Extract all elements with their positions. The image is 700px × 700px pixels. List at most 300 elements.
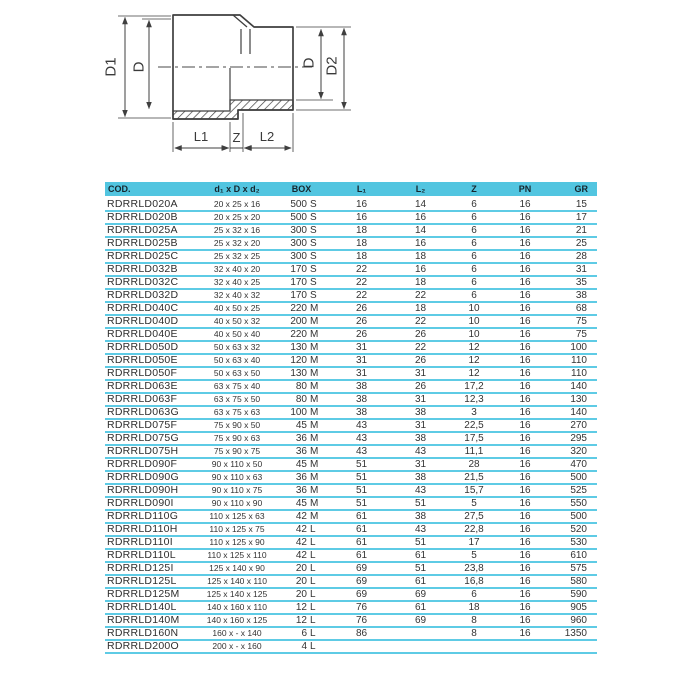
- cell-dim: 110 x 125 x 110: [207, 550, 267, 560]
- box-qty: 500: [290, 212, 307, 223]
- box-qty: 170: [290, 264, 307, 275]
- table-row: [105, 198, 597, 212]
- cell-cod: RDRRLD075F: [107, 419, 178, 431]
- cell-l2: 31: [414, 394, 427, 405]
- cell-z: 21,5: [464, 472, 484, 483]
- box-size: M: [310, 485, 319, 496]
- cell-box: [274, 380, 329, 393]
- box-size: L: [310, 589, 316, 600]
- cell-pn: 16: [519, 355, 531, 366]
- box-qty: 130: [290, 368, 307, 379]
- cell-dim: 90 x 110 x 50: [211, 459, 263, 469]
- cell-gr: 130: [570, 394, 587, 405]
- cell-cod: RDRRLD032D: [107, 289, 179, 301]
- box-size: L: [310, 576, 316, 587]
- box-size: L: [310, 524, 316, 535]
- cell-l1: 76: [355, 602, 368, 613]
- cell-dim: 110 x 125 x 75: [209, 524, 265, 534]
- cell-pn: 16: [519, 368, 531, 379]
- box-qty: 36: [295, 472, 307, 483]
- box-size: M: [310, 355, 319, 366]
- box-qty: 36: [295, 485, 307, 496]
- cell-box: [274, 211, 329, 224]
- cell-pn: 16: [519, 225, 531, 236]
- cell-dim: 63 x 75 x 40: [213, 381, 261, 391]
- box-qty: 42: [295, 524, 307, 535]
- cell-box: [274, 328, 329, 341]
- table-row: [105, 510, 597, 523]
- cell-pn: 16: [519, 199, 531, 210]
- cell-box: [274, 627, 329, 640]
- box-qty: 42: [295, 550, 307, 561]
- box-qty: 36: [295, 446, 307, 457]
- box-qty: 36: [295, 433, 307, 444]
- cell-dim: 160 x - x 140: [212, 628, 262, 638]
- cell-box: [274, 263, 329, 276]
- cell-z: 6: [471, 199, 477, 210]
- box-qty: 20: [295, 576, 307, 587]
- cell-cod: RDRRLD025C: [107, 250, 179, 262]
- cell-pn: 16: [519, 407, 531, 418]
- cell-box: [274, 575, 329, 588]
- cell-cod: RDRRLD140L: [107, 601, 177, 613]
- cell-gr: 28: [575, 251, 587, 262]
- cell-l1: 69: [355, 576, 368, 587]
- table-row: [105, 484, 597, 497]
- cell-dim: 32 x 40 x 20: [213, 264, 261, 274]
- cell-l1: 26: [355, 303, 368, 314]
- cell-l2: 26: [414, 329, 427, 340]
- cell-pn: 16: [519, 459, 531, 470]
- box-size: M: [310, 342, 319, 353]
- cell-l2: 22: [414, 342, 427, 353]
- cell-cod: RDRRLD050E: [107, 354, 178, 366]
- cell-dim: 50 x 63 x 32: [213, 342, 261, 352]
- cell-dim: 40 x 50 x 25: [213, 303, 261, 313]
- cell-gr: 100: [570, 342, 587, 353]
- box-size: S: [310, 290, 317, 301]
- box-qty: 12: [295, 602, 307, 613]
- table-row: [105, 523, 597, 536]
- box-size: L: [310, 641, 316, 652]
- cell-pn: 16: [519, 602, 531, 613]
- cell-z: 28: [468, 459, 480, 470]
- cell-pn: 16: [519, 420, 531, 431]
- box-size: L: [310, 537, 316, 548]
- cell-cod: RDRRLD020B: [107, 211, 178, 223]
- table-row: [105, 393, 597, 406]
- cell-dim: 200 x - x 160: [212, 641, 262, 651]
- table-row: [105, 406, 597, 419]
- table-row: [105, 419, 597, 432]
- cell-l2: 38: [414, 472, 427, 483]
- cell-cod: RDRRLD090H: [107, 484, 179, 496]
- box-size: L: [310, 563, 316, 574]
- cell-l2: 51: [414, 498, 427, 509]
- cell-dim: 110 x 125 x 63: [209, 511, 265, 521]
- box-qty: 80: [295, 394, 307, 405]
- cell-cod: RDRRLD063F: [107, 393, 178, 405]
- box-size: M: [310, 511, 319, 522]
- cell-l1: 26: [355, 329, 368, 340]
- table-row: [105, 380, 597, 393]
- box-size: M: [310, 433, 319, 444]
- cell-l2: 43: [414, 446, 427, 457]
- cell-dim: 63 x 75 x 63: [213, 407, 261, 417]
- cell-pn: 16: [519, 498, 531, 509]
- cell-l2: 51: [414, 537, 427, 548]
- cell-z: 12: [468, 342, 480, 353]
- cell-dim: 20 x 25 x 20: [213, 212, 261, 222]
- cell-box: [274, 614, 329, 627]
- cell-pn: 16: [519, 290, 531, 301]
- cell-l1: 51: [355, 498, 368, 509]
- cell-l2: 14: [414, 225, 427, 236]
- cell-l1: 69: [355, 589, 368, 600]
- cell-pn: [501, 640, 549, 653]
- cell-cod: RDRRLD040D: [107, 315, 179, 327]
- column-header-l2: L₂: [394, 182, 447, 198]
- cell-dim: 50 x 63 x 50: [213, 368, 261, 378]
- cell-dim: 90 x 110 x 63: [211, 472, 263, 482]
- cell-l2: [394, 627, 447, 640]
- cell-gr: 610: [570, 550, 587, 561]
- cell-z: 12: [468, 355, 480, 366]
- cell-gr: 470: [570, 459, 587, 470]
- column-header-z: Z: [447, 182, 501, 198]
- cell-l2: 31: [414, 420, 427, 431]
- cell-z: 6: [471, 264, 477, 275]
- socket-edge-lines: [241, 29, 250, 54]
- box-qty: 80: [295, 381, 307, 392]
- table-row: [105, 315, 597, 328]
- cell-box: [274, 640, 329, 653]
- cell-pn: 16: [519, 628, 531, 639]
- cell-z: 12: [468, 368, 480, 379]
- cell-gr: 520: [570, 524, 587, 535]
- cell-l2: 22: [414, 316, 427, 327]
- cell-gr: 15: [575, 199, 587, 210]
- cell-box: [274, 237, 329, 250]
- cell-box: [274, 484, 329, 497]
- cell-l1: 31: [355, 355, 368, 366]
- table-row: [105, 458, 597, 471]
- cell-gr: 140: [570, 381, 587, 392]
- box-qty: 130: [290, 342, 307, 353]
- table-row: [105, 471, 597, 484]
- cell-cod: RDRRLD125M: [107, 588, 180, 600]
- cell-l2: 43: [414, 524, 427, 535]
- cell-dim: 75 x 90 x 63: [213, 433, 261, 443]
- box-qty: 300: [290, 251, 307, 262]
- box-qty: 220: [290, 303, 307, 314]
- cell-box: [274, 367, 329, 380]
- table-row: [105, 302, 597, 315]
- box-qty: 45: [295, 459, 307, 470]
- box-size: L: [310, 628, 316, 639]
- cell-pn: 16: [519, 277, 531, 288]
- cell-dim: 50 x 63 x 40: [213, 355, 261, 365]
- cell-pn: 16: [519, 589, 531, 600]
- cell-gr: 1350: [564, 628, 587, 639]
- cell-l1: [329, 640, 394, 653]
- box-size: M: [310, 459, 319, 470]
- table-row: [105, 432, 597, 445]
- cell-cod: RDRRLD032B: [107, 263, 178, 275]
- cell-pn: 16: [519, 238, 531, 249]
- box-size: L: [310, 550, 316, 561]
- cell-gr: 75: [575, 329, 587, 340]
- cell-gr: [549, 640, 597, 653]
- cell-l1: 31: [355, 342, 368, 353]
- cell-cod: RDRRLD110H: [107, 523, 178, 535]
- box-qty: 200: [290, 316, 307, 327]
- cell-l2: 38: [414, 433, 427, 444]
- cell-cod: RDRRLD050D: [107, 341, 179, 353]
- cell-box: [274, 289, 329, 302]
- cell-box: [274, 224, 329, 237]
- cell-z: 10: [468, 329, 480, 340]
- table-row: [105, 237, 597, 250]
- cell-dim: 32 x 40 x 25: [213, 277, 261, 287]
- cell-dim: 90 x 110 x 90: [211, 498, 263, 508]
- cell-z: 6: [471, 290, 477, 301]
- cell-cod: RDRRLD090G: [107, 471, 179, 483]
- table-row: [105, 328, 597, 341]
- cell-l2: 38: [414, 407, 427, 418]
- cell-l1: 18: [355, 251, 368, 262]
- cell-dim: 75 x 90 x 75: [213, 446, 261, 456]
- cell-box: [274, 536, 329, 549]
- cell-pn: 16: [519, 264, 531, 275]
- cell-l2: 69: [414, 615, 427, 626]
- cell-cod: RDRRLD200O: [107, 640, 179, 652]
- cone-inner-edge: [233, 15, 247, 27]
- cell-pn: 16: [519, 563, 531, 574]
- column-header-dim: d₁ x D x d₂: [200, 182, 274, 198]
- table-row: [105, 627, 597, 640]
- cell-cod: RDRRLD125I: [107, 562, 174, 574]
- cell-box: [274, 549, 329, 562]
- cell-l2: 18: [414, 277, 427, 288]
- cell-gr: 31: [575, 264, 587, 275]
- cell-dim: 32 x 40 x 32: [213, 290, 261, 300]
- cell-l1: 51: [355, 459, 368, 470]
- cell-cod: RDRRLD025A: [107, 224, 178, 236]
- cell-gr: 500: [570, 472, 587, 483]
- header-row: [105, 182, 597, 198]
- section-hatch: [173, 100, 293, 119]
- cell-l1: 61: [355, 537, 368, 548]
- cell-l2: 61: [414, 550, 427, 561]
- cell-l2: 43: [414, 485, 427, 496]
- box-size: M: [310, 316, 319, 327]
- box-qty: 45: [295, 498, 307, 509]
- cell-l1: 61: [355, 550, 368, 561]
- box-size: M: [310, 446, 319, 457]
- cell-dim: 25 x 32 x 16: [213, 225, 261, 235]
- cell-box: [274, 406, 329, 419]
- cell-z: 10: [468, 303, 480, 314]
- cell-z: 6: [471, 277, 477, 288]
- box-qty: 12: [295, 615, 307, 626]
- cell-dim: 140 x 160 x 125: [206, 615, 268, 625]
- box-size: L: [310, 615, 316, 626]
- box-size: S: [310, 238, 317, 249]
- dim-label-d1: D1: [102, 57, 120, 77]
- box-qty: 20: [295, 589, 307, 600]
- cell-dim: 125 x 140 x 125: [206, 589, 268, 599]
- cell-dim: 140 x 160 x 110: [207, 602, 267, 612]
- cell-z: 16,8: [464, 576, 484, 587]
- cell-box: [274, 588, 329, 601]
- cell-l1: 38: [355, 381, 368, 392]
- cell-pn: 16: [519, 537, 531, 548]
- table-row: [105, 211, 597, 224]
- cell-l1: 51: [355, 472, 368, 483]
- cell-dim: 40 x 50 x 40: [213, 329, 261, 339]
- cell-pn: 16: [519, 576, 531, 587]
- cell-l1: 38: [355, 407, 368, 418]
- cell-gr: 68: [575, 303, 587, 314]
- cell-gr: 320: [570, 446, 587, 457]
- cell-box: [274, 471, 329, 484]
- cell-cod: RDRRLD063G: [107, 406, 179, 418]
- cell-gr: 530: [570, 537, 587, 548]
- cell-pn: 16: [519, 511, 531, 522]
- table-row: [105, 289, 597, 302]
- cell-l1: 43: [355, 433, 368, 444]
- dim-label-l2: L2: [259, 129, 275, 144]
- table-row: [105, 562, 597, 575]
- cell-l2: 69: [414, 589, 427, 600]
- cell-cod: RDRRLD110I: [107, 536, 173, 548]
- cell-dim: 125 x 140 x 110: [207, 576, 267, 586]
- cell-l2: 18: [414, 251, 427, 262]
- cell-gr: 580: [570, 576, 587, 587]
- cell-l1: 22: [355, 277, 368, 288]
- cell-cod: RDRRLD075G: [107, 432, 179, 444]
- box-qty: 42: [295, 511, 307, 522]
- cell-z: [447, 640, 501, 653]
- box-size: L: [310, 602, 316, 613]
- box-size: M: [310, 407, 319, 418]
- cell-gr: 110: [571, 355, 587, 366]
- cell-gr: 500: [570, 511, 587, 522]
- cell-gr: 75: [575, 316, 587, 327]
- cell-cod: RDRRLD032C: [107, 276, 179, 288]
- cell-l1: 26: [355, 316, 368, 327]
- cell-box: [274, 250, 329, 263]
- column-header-gr: GR: [549, 182, 597, 198]
- cell-l1: 61: [355, 511, 368, 522]
- cell-cod: RDRRLD050F: [107, 367, 178, 379]
- cell-box: [274, 198, 329, 212]
- cell-dim: 75 x 90 x 50: [213, 420, 261, 430]
- box-size: S: [310, 212, 317, 223]
- box-qty: 100: [290, 407, 307, 418]
- cell-cod: RDRRLD040C: [107, 302, 179, 314]
- spec-table-body: [105, 198, 597, 654]
- cell-z: 6: [471, 238, 477, 249]
- dim-label-z: Z: [232, 130, 241, 145]
- box-size: M: [310, 498, 319, 509]
- cell-l2: 31: [414, 459, 427, 470]
- cell-box: [274, 276, 329, 289]
- cell-box: [274, 458, 329, 471]
- cell-l2: 38: [414, 511, 427, 522]
- cell-pn: 16: [519, 524, 531, 535]
- spec-table: [105, 182, 597, 654]
- cell-cod: RDRRLD025B: [107, 237, 178, 249]
- box-qty: 170: [290, 290, 307, 301]
- cell-z: 11,1: [464, 446, 484, 457]
- cell-box: [274, 562, 329, 575]
- column-header-pn: PN: [501, 182, 549, 198]
- cell-cod: RDRRLD040E: [107, 328, 178, 340]
- cell-dim: 25 x 32 x 25: [213, 251, 261, 261]
- table-row: [105, 263, 597, 276]
- dim-label-l1: L1: [193, 129, 209, 144]
- cell-l1: 51: [355, 485, 368, 496]
- box-size: S: [310, 264, 317, 275]
- cell-cod: RDRRLD160N: [107, 627, 179, 639]
- dim-label-d2: D2: [323, 56, 341, 76]
- cell-z: 15,7: [464, 485, 484, 496]
- cell-z: 22,5: [464, 420, 484, 431]
- cell-l2: 22: [414, 290, 427, 301]
- cell-box: [274, 419, 329, 432]
- cell-l1: 38: [355, 394, 368, 405]
- cell-pn: 16: [519, 394, 531, 405]
- cell-pn: 16: [519, 485, 531, 496]
- cell-z: 5: [471, 498, 477, 509]
- table-row: [105, 601, 597, 614]
- box-size: M: [310, 303, 319, 314]
- cell-box: [274, 302, 329, 315]
- cell-cod: RDRRLD090I: [107, 497, 174, 509]
- cell-cod: RDRRLD063E: [107, 380, 178, 392]
- dim-label-d-right: D: [300, 57, 318, 69]
- cell-z: 6: [471, 212, 477, 223]
- cell-l2: 31: [414, 368, 427, 379]
- box-size: S: [310, 277, 317, 288]
- cell-pn: 16: [519, 342, 531, 353]
- column-header-cod: COD.: [105, 182, 200, 198]
- cell-gr: 575: [570, 563, 587, 574]
- cell-z: 23,8: [464, 563, 484, 574]
- cell-box: [274, 601, 329, 614]
- cell-box: [274, 341, 329, 354]
- box-size: M: [310, 368, 319, 379]
- cell-l2: 16: [414, 238, 427, 249]
- cell-gr: 550: [570, 498, 587, 509]
- cell-dim: 40 x 50 x 32: [213, 316, 261, 326]
- cell-box: [274, 510, 329, 523]
- box-qty: 42: [295, 537, 307, 548]
- cell-l1: 61: [355, 524, 368, 535]
- cell-gr: 905: [570, 602, 587, 613]
- cell-l1: 43: [355, 446, 368, 457]
- cell-z: 18: [468, 602, 480, 613]
- box-size: M: [310, 472, 319, 483]
- cell-box: [274, 393, 329, 406]
- cell-l1: 22: [355, 290, 368, 301]
- table-row: [105, 276, 597, 289]
- cell-box: [274, 432, 329, 445]
- dim-label-d-left: D: [130, 61, 148, 73]
- cell-cod: RDRRLD110L: [107, 549, 176, 561]
